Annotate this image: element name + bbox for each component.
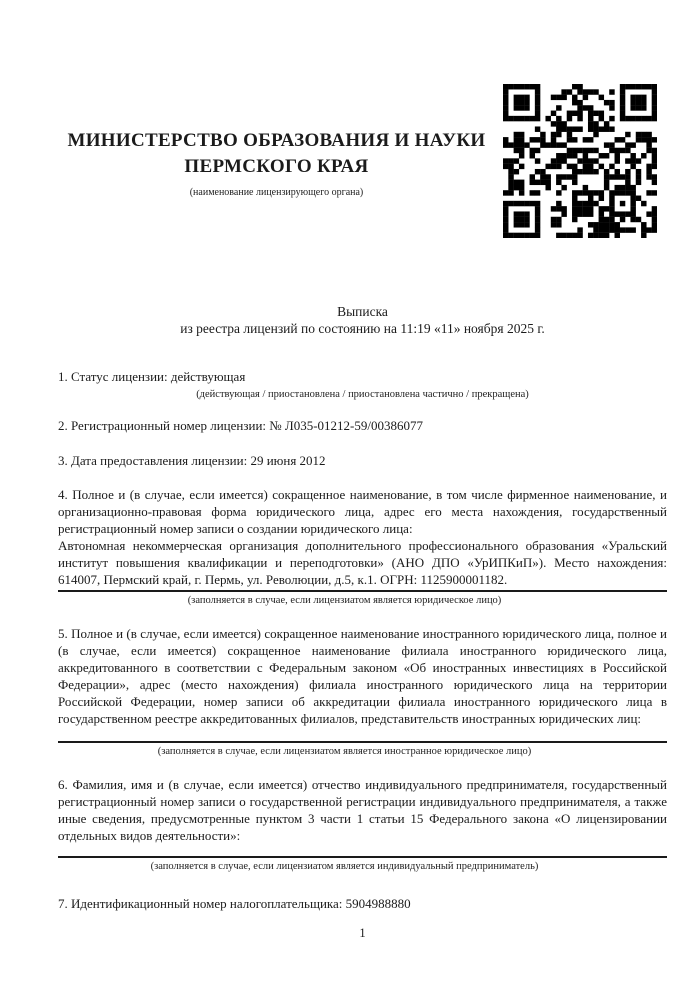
document-title-line1: Выписка: [337, 304, 388, 319]
item-2-registration-number: 2. Регистрационный номер лицензии: № Л035-01212-59/00386077: [58, 418, 424, 433]
ministry-header: [58, 128, 495, 199]
ministry-name: [58, 128, 495, 180]
document-title-line2: из реестра лицензий по состоянию на 11:19 «11» ноября 2025 г.: [180, 321, 545, 336]
item-4-legal-entity: [58, 486, 667, 607]
qr-code: [503, 84, 657, 238]
item-4-label: 4. Полное и (в случае, если имеется) сокращенное наименование, в том числе фирменное наименование, и организационно-правовая форма юридического лица, адрес его места нахождения, государственный регистрационный номер записи о создании юридического лица:: [58, 487, 667, 536]
item-5-foreign-entity: [58, 625, 667, 758]
ministry-name-line2: ПЕРМСКОГО КРАЯ: [184, 156, 369, 177]
ministry-caption: (наименование лицензирующего органа): [189, 187, 364, 198]
fill-in-rule: [58, 590, 667, 592]
document-body: [58, 368, 667, 913]
page-number: 1: [359, 926, 366, 940]
item-5-label: 5. Полное и (в случае, если имеется) сокращенное наименование иностранного юридического лица, полное и (в случае, если имеется) сокращенное наименование филиала иностранного юридического лица, аккредитованного в соответствии с Федеральным законом «Об иностранных инвестициях в Российской Федерации», адрес (место нахождения) филиала иностранного юридического лица на территории Российской Федерации, номер записи об аккредитации филиала иностранного юридического лица в государственном реестре аккредитованных филиалов, представительств иностранных юридических лиц:: [58, 626, 667, 726]
item-6-individual-entrepreneur: [58, 776, 667, 873]
ministry-name-line1: МИНИСТЕРСТВО ОБРАЗОВАНИЯ И НАУКИ: [67, 130, 486, 151]
item-5-caption: (заполняется в случае, если лицензиатом является иностранное юридическое лицо): [157, 746, 532, 757]
item-1-license-status: 1. Статус лицензии: действующая: [58, 369, 246, 384]
item-6-label: 6. Фамилия, имя и (в случае, если имеется) отчество индивидуального предпринимателя, государственный регистрационный номер записи о государственной регистрации индивидуального предпринимателя, а также иные сведения, предусмотренные пунктом 3 части 1 статьи 15 Федерального закона «О лицензировании отдельных видов деятельности»:: [58, 777, 667, 843]
item-1-caption: (действующая / приостановлена / приостановлена частично / прекращена): [196, 389, 529, 400]
item-4-caption: (заполняется в случае, если лицензиатом является юридическое лицо): [187, 595, 502, 606]
fill-in-rule: [58, 741, 667, 743]
item-3-license-date: 3. Дата предоставления лицензии: 29 июня 2012: [58, 453, 326, 468]
item-7-taxpayer-number: 7. Идентификационный номер налогоплательщика: 5904988880: [58, 896, 411, 911]
item-6-caption: (заполняется в случае, если лицензиатом является индивидуальный предприниматель): [150, 861, 539, 872]
fill-in-rule: [58, 856, 667, 858]
item-4-value: Автономная некоммерческая организация дополнительного профессионального образования «Уральский институт повышения квалификации и переподготовки» (АНО ДПО «УрИПКиП»). Место нахождения: 614007, Пермский край, г. Пермь, ул. Революции, д.5, к.1. ОГРН: 1125900001182.: [58, 538, 667, 587]
document-title: [58, 303, 667, 337]
